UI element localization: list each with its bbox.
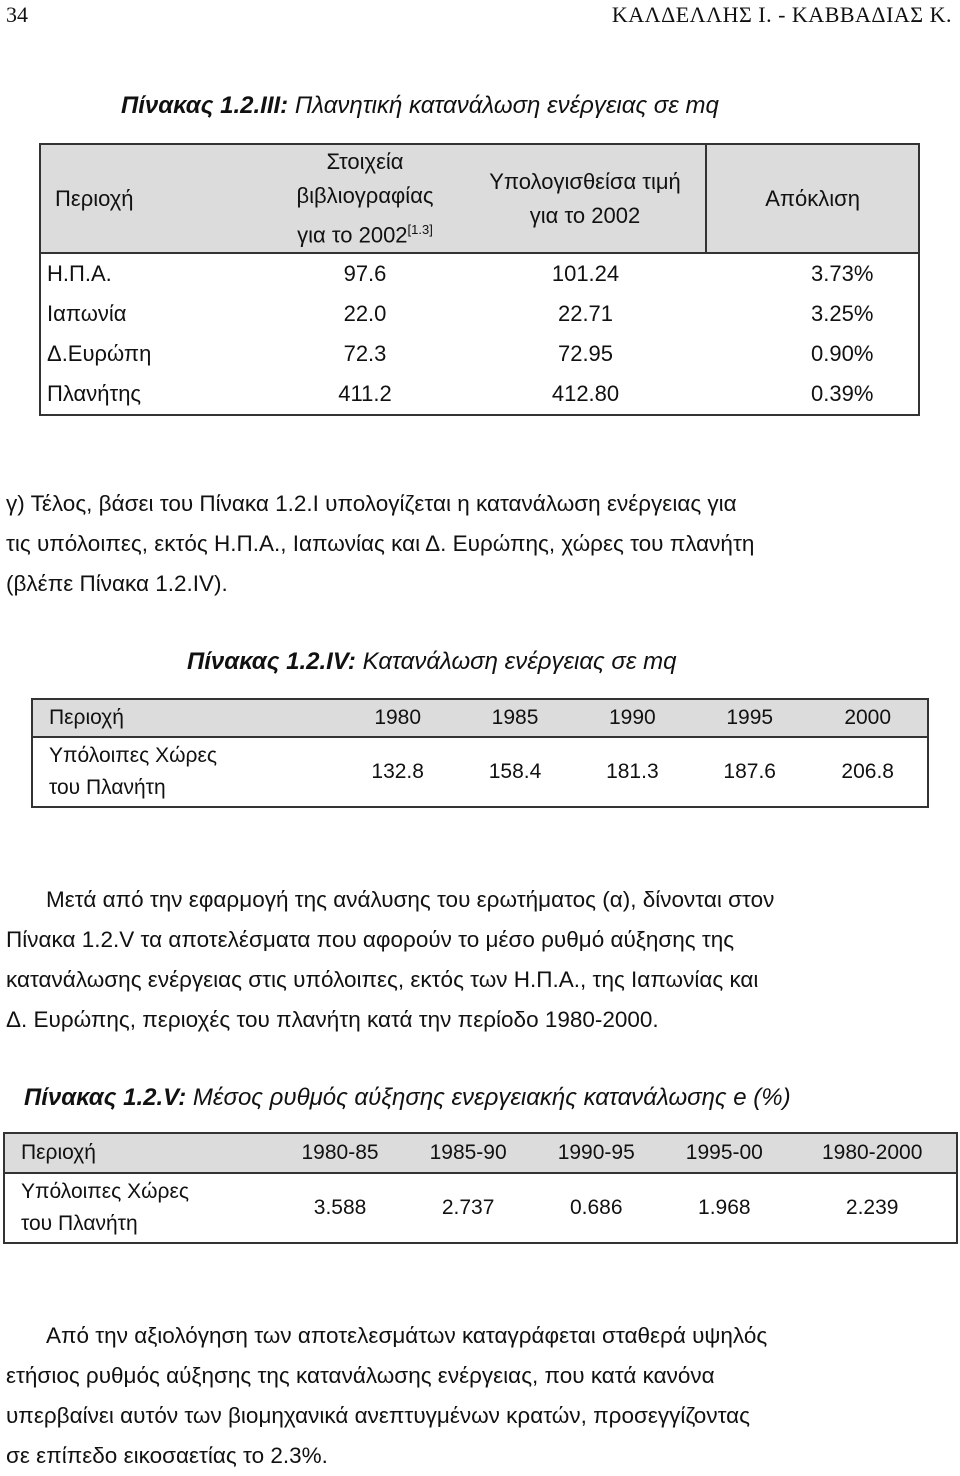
- table2-header-year: 2000: [808, 699, 928, 737]
- table1-cell-literature: 72.3: [343, 341, 387, 367]
- table2-header-year: 1990: [574, 699, 691, 737]
- table1-cell-literature: 411.2: [338, 381, 392, 407]
- table2-cell-value: 187.6: [723, 760, 776, 783]
- table1-cell-region: Δ.Ευρώπη: [47, 341, 152, 367]
- table-row: [40, 253, 919, 294]
- table1-cell-calculated: 101.24: [551, 261, 620, 287]
- table2-cell-value: 181.3: [606, 760, 659, 783]
- paragraph2-line: κατανάλωσης ενέργειας στις υπόλοιπες, εκτός των Η.Π.Α., της Ιαπωνίας και: [6, 967, 759, 992]
- paragraph3-line: Από την αξιολόγηση των αποτελεσμάτων καταγράφεται σταθερά υψηλός: [46, 1323, 768, 1348]
- table1-cell-region: Η.Π.Α.: [47, 261, 112, 287]
- table1-cell-calculated: 22.71: [557, 301, 614, 327]
- table-row: [4, 1173, 957, 1243]
- table3-cell-value: 2.737: [441, 1196, 495, 1219]
- table3-row-label: [4, 1173, 276, 1243]
- table1-header-lit-year: για το 2002: [297, 222, 408, 248]
- table3-header-period: 1995-00: [660, 1133, 788, 1173]
- table-row: [40, 374, 919, 415]
- table3-caption-text: Μέσος ρυθμός αύξησης ενεργειακής κατανάλωσης e (%): [186, 1084, 791, 1111]
- table2-header-year: 1985: [456, 699, 573, 737]
- table1-header-row: [40, 144, 919, 253]
- table2-header-year: 1980: [339, 699, 456, 737]
- table1-cell-region: Πλανήτης: [47, 381, 142, 407]
- table1-header-lit-ref: [1.3]: [407, 222, 433, 237]
- table1-cell-calculated: 412.80: [551, 381, 620, 407]
- table3-header-row: [4, 1133, 957, 1173]
- table1-header-lit-line1: Στοιχεία: [326, 149, 404, 174]
- table1-cell-region: Ιαπωνία: [47, 301, 127, 327]
- paragraph2-line: Δ. Ευρώπης, περιοχές του πλανήτη κατά την περίοδο 1980-2000.: [6, 1007, 659, 1032]
- paragraph3-line: ετήσιος ρυθμός αύξησης της κατανάλωσης ενέργειας, που κατά κανόνα: [6, 1363, 715, 1388]
- table1-cell-calculated: 72.95: [557, 341, 614, 367]
- table2-row-label-line1: Υπόλοιπες Χώρες: [49, 744, 217, 767]
- table2-row-label-line2: του Πλανήτη: [49, 776, 166, 799]
- table1-caption: [121, 92, 719, 120]
- table3-header-period: 1985-90: [404, 1133, 532, 1173]
- paragraph-3: [6, 1316, 954, 1476]
- table1-header-lit-line3: [265, 213, 465, 252]
- table1-header-calculated: [465, 144, 706, 253]
- table2-row-label: [32, 737, 339, 807]
- table3-header-region: Περιοχή: [4, 1133, 276, 1173]
- table-row: [32, 737, 928, 807]
- table1-cell-deviation: 0.39%: [811, 381, 874, 407]
- page-number: 34: [6, 2, 28, 27]
- table2-cell-value: 158.4: [488, 760, 542, 783]
- table1-header-calc-line2: για το 2002: [529, 202, 641, 228]
- paragraph-1: [6, 484, 954, 604]
- table1-header-literature: [265, 144, 465, 253]
- table-row: [40, 334, 919, 374]
- table1-cell-literature: 97.6: [343, 261, 387, 287]
- table2-caption-label: Πίνακας 1.2.IV:: [187, 648, 356, 675]
- table2-caption-text: Κατανάλωση ενέργειας σε mq: [355, 648, 677, 675]
- table3-cell-value: 0.686: [569, 1196, 623, 1219]
- table2-cell-value: 132.8: [371, 760, 424, 783]
- table2-header-year: 1995: [691, 699, 808, 737]
- table-2: [31, 698, 929, 808]
- table3-cell-value: 2.239: [845, 1196, 899, 1219]
- paragraph1-line: (βλέπε Πίνακα 1.2.IV).: [6, 571, 228, 596]
- table3-header-period: 1980-2000: [788, 1133, 957, 1173]
- table2-header-row: [32, 699, 928, 737]
- running-head: ΚΑΛΔΕΛΛΗΣ Ι. - ΚΑΒΒΑΔΙΑΣ Κ.: [611, 2, 952, 27]
- table3-header-period: 1990-95: [532, 1133, 660, 1173]
- paragraph1-line: γ) Τέλος, βάσει του Πίνακα 1.2.Ι υπολογίζεται η κατανάλωση ενέργειας για: [6, 491, 737, 516]
- paragraph3-line: σε επίπεδο εικοσαετίας το 2.3%.: [6, 1443, 328, 1468]
- table1-caption-label: Πίνακας 1.2.ΙΙΙ:: [121, 92, 289, 119]
- table1-header-deviation: Απόκλιση: [706, 144, 919, 253]
- paragraph2-line: Μετά από την εφαρμογή της ανάλυσης του ερωτήματος (α), δίνονται στον: [46, 887, 775, 912]
- paragraph3-line: υπερβαίνει αυτόν των βιομηχανικά ανεπτυγμένων κρατών, προσεγγίζοντας: [6, 1403, 750, 1428]
- table3-row-label-line1: Υπόλοιπες Χώρες: [21, 1180, 189, 1203]
- table3-caption: [24, 1084, 791, 1112]
- table1-caption-text: Πλανητική κατανάλωση ενέργειας σε mq: [288, 92, 719, 119]
- table3-header-period: 1980-85: [276, 1133, 404, 1173]
- table3-row-label-line2: του Πλανήτη: [21, 1212, 138, 1235]
- table2-header-region: Περιοχή: [32, 699, 339, 737]
- paragraph1-line: τις υπόλοιπες, εκτός Η.Π.Α., Ιαπωνίας και Δ. Ευρώπης, χώρες του πλανήτη: [6, 531, 755, 556]
- table3-cell-value: 3.588: [313, 1196, 367, 1219]
- table-1: [39, 143, 920, 416]
- table1-header-region: Περιοχή: [40, 144, 265, 253]
- table1-cell-deviation: 0.90%: [811, 341, 874, 367]
- table1-cell-literature: 22.0: [343, 301, 387, 327]
- table1-header-lit-line2: βιβλιογραφίας: [296, 183, 434, 208]
- table1-cell-deviation: 3.25%: [811, 301, 874, 327]
- table-3: [3, 1132, 958, 1244]
- table3-cell-value: 1.968: [698, 1196, 751, 1219]
- table2-cell-value: 206.8: [841, 760, 894, 783]
- paragraph2-line: Πίνακα 1.2.V τα αποτελέσματα που αφορούν το μέσο ρυθμό αύξησης της: [6, 927, 735, 952]
- table1-header-calc-line1: Υπολογισθείσα τιμή: [489, 168, 681, 194]
- table2-caption: [187, 648, 676, 676]
- table3-caption-label: Πίνακας 1.2.V:: [24, 1084, 187, 1111]
- paragraph-2: [6, 880, 954, 1040]
- table1-cell-deviation: 3.73%: [811, 261, 874, 287]
- table-row: [40, 294, 919, 334]
